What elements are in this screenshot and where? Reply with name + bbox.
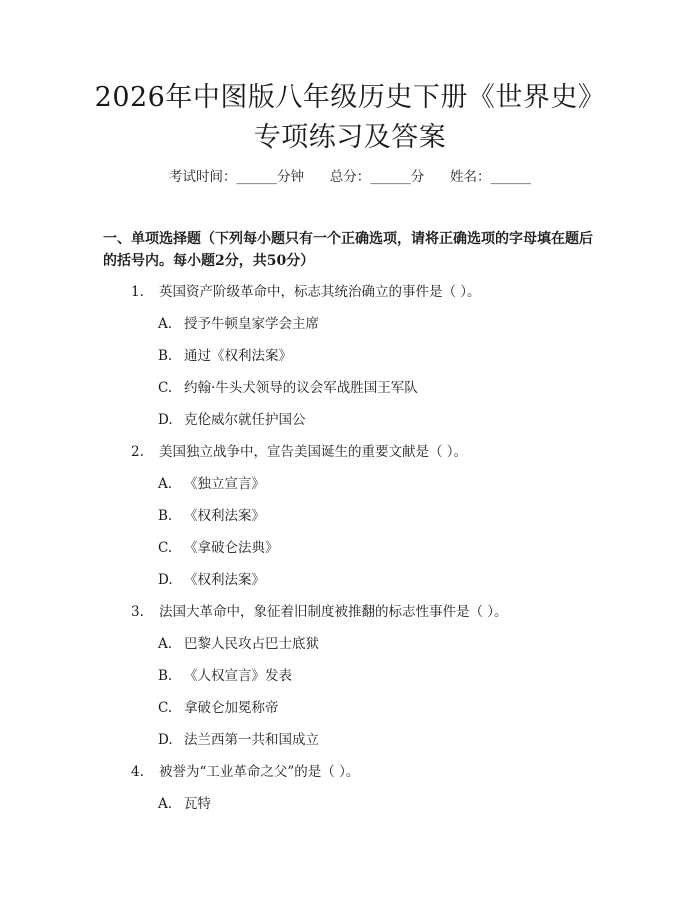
question-1-option-d bbox=[158, 410, 598, 430]
option-text: 授予牛顿皇家学会主席 bbox=[184, 316, 319, 332]
option-text: 克伦威尔就任护国公 bbox=[184, 412, 306, 428]
option-text: 约翰·牛头犬领导的议会军战胜国王军队 bbox=[184, 380, 418, 396]
option-letter: C. bbox=[158, 700, 173, 716]
option-text: 巴黎人民攻占巴士底狱 bbox=[184, 636, 319, 652]
question-1 bbox=[131, 282, 601, 302]
option-letter: D. bbox=[158, 732, 173, 748]
option-text: 《人权宣言》发表 bbox=[184, 668, 292, 684]
option-text: 《独立宣言》 bbox=[184, 476, 265, 492]
option-text: 拿破仑加冕称帝 bbox=[184, 700, 279, 716]
question-text: 美国独立战争中，宣告美国诞生的重要文献是（ ）。 bbox=[159, 444, 468, 460]
question-2-option-a bbox=[158, 474, 598, 494]
option-letter: C. bbox=[158, 540, 173, 556]
option-text: 《权利法案》 bbox=[184, 508, 265, 524]
option-letter: A. bbox=[158, 636, 173, 652]
question-3-option-d bbox=[158, 730, 598, 750]
option-text: 《权利法案》 bbox=[184, 572, 265, 588]
question-2 bbox=[131, 442, 601, 462]
option-text: 法兰西第一共和国成立 bbox=[184, 732, 319, 748]
question-text: 法国大革命中，象征着旧制度被推翻的标志性事件是（ ）。 bbox=[159, 604, 508, 620]
option-letter: C. bbox=[158, 380, 173, 396]
question-number: 3. bbox=[131, 604, 144, 620]
question-3-option-b bbox=[158, 666, 598, 686]
option-letter: D. bbox=[158, 572, 173, 588]
option-letter: B. bbox=[158, 668, 173, 684]
page-title: 2026年中图版八年级历史下册《世界史》专项练习及答案 bbox=[94, 82, 606, 153]
question-number: 2. bbox=[131, 444, 144, 460]
option-text: 《拿破仑法典》 bbox=[184, 540, 279, 556]
option-letter: A. bbox=[158, 796, 173, 812]
question-3-option-c bbox=[158, 698, 598, 718]
question-1-option-a bbox=[158, 314, 598, 334]
section-heading: 一、单项选择题（下列每小题只有一个正确选项，请将正确选项的字母填在题后的括号内。每小题2分，共50分） bbox=[103, 231, 593, 269]
question-2-option-d bbox=[158, 570, 598, 590]
question-text: 被誉为“工业革命之父”的是（ ）。 bbox=[159, 764, 360, 780]
question-text: 英国资产阶级革命中，标志其统治确立的事件是（ ）。 bbox=[159, 284, 481, 300]
question-4 bbox=[131, 762, 601, 782]
question-4-option-a bbox=[158, 794, 598, 814]
option-letter: A. bbox=[158, 476, 173, 492]
question-1-option-b bbox=[158, 346, 598, 366]
option-letter: B. bbox=[158, 508, 173, 524]
question-2-option-b bbox=[158, 506, 598, 526]
option-letter: B. bbox=[158, 348, 173, 364]
question-number: 1. bbox=[131, 284, 144, 300]
exam-info-line: 考试时间：______分钟 总分：______分 姓名：______ bbox=[169, 169, 531, 185]
option-text: 瓦特 bbox=[184, 796, 211, 812]
question-3 bbox=[131, 602, 601, 622]
option-text: 通过《权利法案》 bbox=[184, 348, 292, 364]
question-number: 4. bbox=[131, 764, 144, 780]
question-2-option-c bbox=[158, 538, 598, 558]
option-letter: D. bbox=[158, 412, 173, 428]
question-3-option-a bbox=[158, 634, 598, 654]
option-letter: A. bbox=[158, 316, 173, 332]
question-1-option-c bbox=[158, 378, 598, 398]
